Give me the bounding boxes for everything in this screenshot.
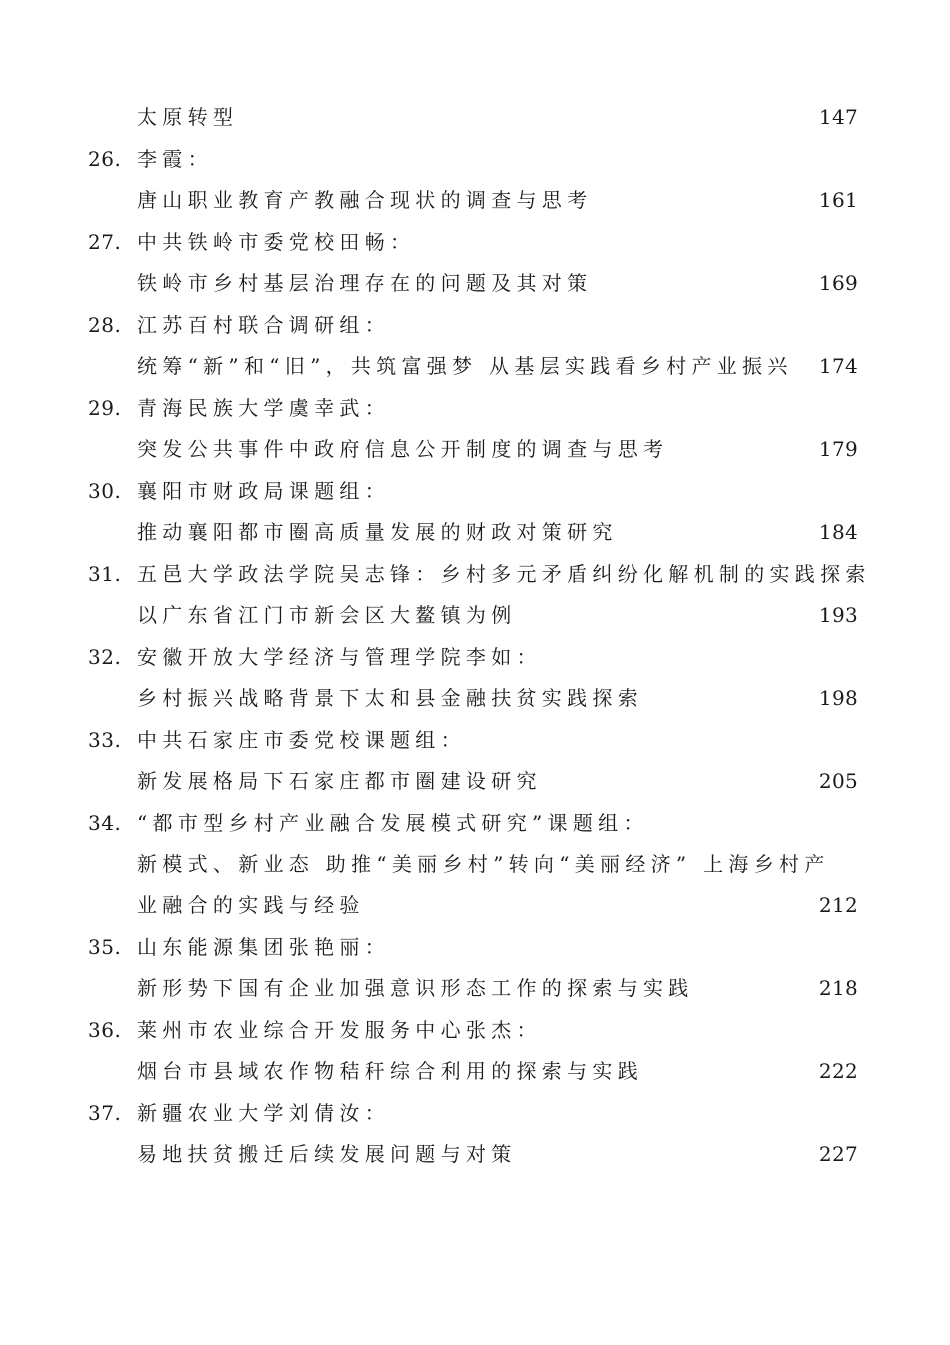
author-text: 中共石家庄市委党校课题组： xyxy=(137,728,466,752)
toc-author-line xyxy=(0,803,950,843)
author-text: 安徽开放大学经济与管理学院李如： xyxy=(137,645,542,669)
article-title: 易地扶贫搬迁后续发展问题与对策 xyxy=(137,1142,517,1166)
article-title: 烟台市县域农作物秸秆综合利用的探索与实践 xyxy=(137,1059,643,1083)
entry-number: 29. xyxy=(88,396,122,420)
entry-number: 28. xyxy=(88,313,122,337)
article-title: 新模式、新业态 助推“美丽乡村”转向“美丽经济” 上海乡村产 xyxy=(137,852,830,876)
page-number: 161 xyxy=(818,188,858,212)
article-title: 推动襄阳都市圈高质量发展的财政对策研究 xyxy=(137,520,618,544)
author-text: 莱州市农业综合开发服务中心张杰： xyxy=(137,1018,542,1042)
toc-title-line xyxy=(0,180,950,220)
author-text: 襄阳市财政局课题组： xyxy=(137,479,390,503)
entry-number: 37. xyxy=(88,1101,122,1125)
author-text: 新疆农业大学刘倩汝： xyxy=(137,1101,390,1125)
page-number: 227 xyxy=(818,1142,858,1166)
page-number: 212 xyxy=(818,893,858,917)
article-title: 新发展格局下石家庄都市圈建设研究 xyxy=(137,769,542,793)
entry-number: 27. xyxy=(88,230,122,254)
author-text: 中共铁岭市委党校田畅： xyxy=(137,230,416,254)
toc-title-line xyxy=(0,263,950,303)
article-title: 太原转型 xyxy=(137,105,239,129)
article-title: 业融合的实践与经验 xyxy=(137,893,365,917)
toc-title-line xyxy=(0,1134,950,1174)
toc-author-line xyxy=(0,305,950,345)
article-title: 铁岭市乡村基层治理存在的问题及其对策 xyxy=(137,271,593,295)
toc-title-line xyxy=(0,844,950,884)
entry-number: 35. xyxy=(88,935,122,959)
author-text: 李霞： xyxy=(137,147,213,171)
toc-title-line xyxy=(0,968,950,1008)
article-title: 突发公共事件中政府信息公开制度的调查与思考 xyxy=(137,437,669,461)
page-number: 179 xyxy=(818,437,858,461)
entry-number: 36. xyxy=(88,1018,122,1042)
page-number: 205 xyxy=(818,769,858,793)
page-number: 193 xyxy=(818,603,858,627)
entry-number: 31. xyxy=(88,562,122,586)
entry-number: 34. xyxy=(88,811,122,835)
entry-number: 26. xyxy=(88,147,122,171)
page-number: 198 xyxy=(818,686,858,710)
page-number: 218 xyxy=(818,976,858,1000)
toc-title-line xyxy=(0,678,950,718)
page-number: 147 xyxy=(818,105,858,129)
toc-title-line xyxy=(0,512,950,552)
toc-title-line xyxy=(0,761,950,801)
toc-author-line xyxy=(0,222,950,262)
toc-author-line xyxy=(0,388,950,428)
article-title: 唐山职业教育产教融合现状的调查与思考 xyxy=(137,188,593,212)
toc-author-line xyxy=(0,720,950,760)
toc-author-line xyxy=(0,554,950,594)
entry-number: 30. xyxy=(88,479,122,503)
page-number: 169 xyxy=(818,271,858,295)
entry-number: 33. xyxy=(88,728,122,752)
toc-author-line xyxy=(0,927,950,967)
toc-author-line xyxy=(0,139,950,179)
author-text: 五邑大学政法学院吴志锋：乡村多元矛盾纠纷化解机制的实践探索 xyxy=(137,562,871,586)
toc-title-line xyxy=(0,885,950,925)
toc-title-line xyxy=(0,429,950,469)
toc-title-line xyxy=(0,346,950,386)
article-title: 以广东省江门市新会区大鳌镇为例 xyxy=(137,603,517,627)
toc-author-line xyxy=(0,1093,950,1133)
page-number: 174 xyxy=(818,354,858,378)
toc-author-line xyxy=(0,637,950,677)
toc-title-line xyxy=(0,97,950,137)
author-text: 青海民族大学虞幸武： xyxy=(137,396,390,420)
author-text: “都市型乡村产业融合发展模式研究”课题组： xyxy=(137,811,649,835)
page-number: 222 xyxy=(818,1059,858,1083)
toc-title-line xyxy=(0,595,950,635)
article-title: 新形势下国有企业加强意识形态工作的探索与实践 xyxy=(137,976,694,1000)
toc-author-line xyxy=(0,1010,950,1050)
author-text: 江苏百村联合调研组： xyxy=(137,313,390,337)
toc-author-line xyxy=(0,471,950,511)
author-text: 山东能源集团张艳丽： xyxy=(137,935,390,959)
toc-title-line xyxy=(0,1051,950,1091)
article-title: 统筹“新”和“旧”，共筑富强梦 从基层实践看乡村产业振兴 xyxy=(137,354,793,378)
article-title: 乡村振兴战略背景下太和县金融扶贫实践探索 xyxy=(137,686,643,710)
page-number: 184 xyxy=(818,520,858,544)
entry-number: 32. xyxy=(88,645,122,669)
